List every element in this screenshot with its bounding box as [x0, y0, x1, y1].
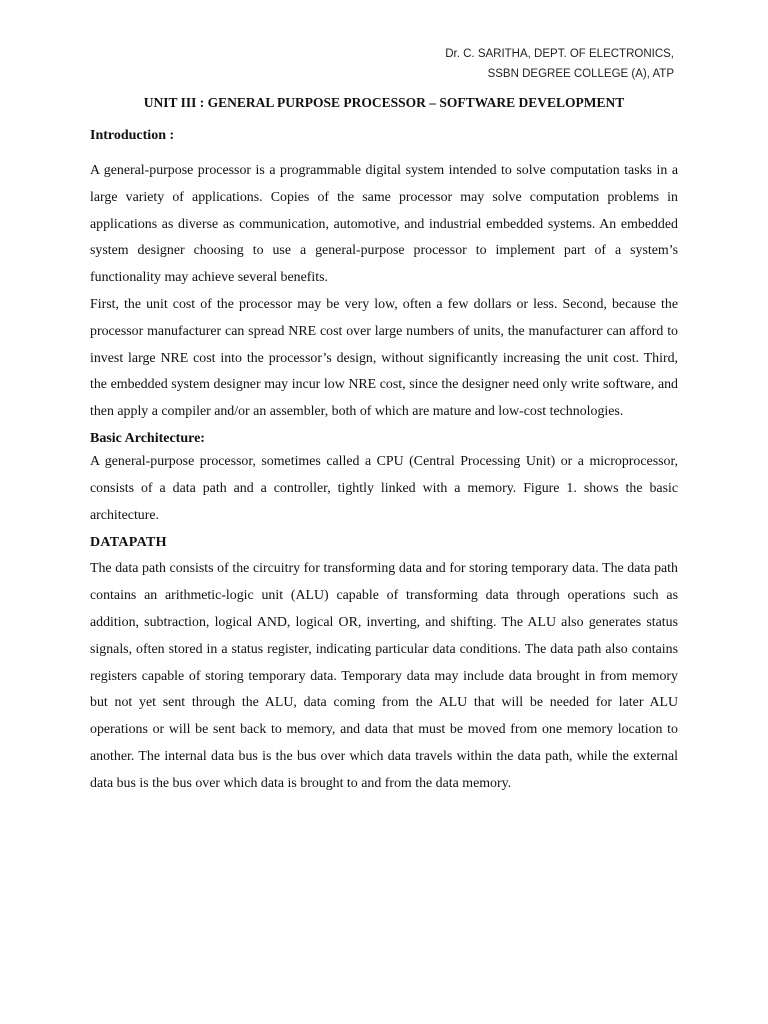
college-line: SSBN DEGREE COLLEGE (A), ATP [487, 68, 674, 80]
introduction-paragraph-1: A general-purpose processor is a programmable digital system intended to solve computation tasks in a large variety of applications. Copies of the same processor may solve computation problems in applications as diverse as communication, automotive, and industrial embedded systems. An embedded system designer choosing to use a general-purpose processor to implement part of a system’s functionality may achieve several benefits. [90, 163, 678, 286]
basic-architecture-paragraph: A general-purpose processor, sometimes called a CPU (Central Processing Unit) or a microprocessor, consists of a data path and a controller, tightly linked with a memory. Figure 1. shows the basic architecture. [90, 453, 678, 523]
author-line: Dr. C. SARITHA, DEPT. OF ELECTRONICS, [445, 48, 674, 60]
basic-architecture-heading: Basic Architecture: [90, 430, 205, 446]
datapath-paragraph: The data path consists of the circuitry for transforming data and for storing temporary data. The data path contains an arithmetic-logic unit (ALU) capable of transforming data through operations such as addition, subtraction, logical AND, logical OR, inverting, and shifting. The ALU also generates status signals, often stored in a status register, indicating particular data conditions. The data path also contains registers capable of storing temporary data. Temporary data may include data brought in from memory but not yet sent through the ALU, data coming from the ALU that will be needed for later ALU operations or will be sent back to memory, and data that must be moved from one memory location to another. The internal data bus is the bus over which data travels within the data path, while the external data bus is the bus over which data is brought to and from the data memory. [90, 561, 678, 791]
introduction-paragraph-2: First, the unit cost of the processor may be very low, often a few dollars or less. Second, because the processor manufacturer can spread NRE cost over large numbers of units, the manufacturer can afford to invest large NRE cost into the processor’s design, without significantly increasing the unit cost. Third, the embedded system designer may incur low NRE cost, since the designer need only write software, and then apply a compiler and/or an assembler, both of which are mature and low-cost technologies. [90, 296, 678, 420]
document-body [90, 93, 678, 798]
introduction-heading: Introduction : [90, 128, 175, 143]
page-header [445, 44, 674, 84]
datapath-heading: DATAPATH [90, 535, 167, 551]
unit-title: UNIT III : GENERAL PURPOSE PROCESSOR – SOFTWARE DEVELOPMENT [143, 95, 625, 110]
